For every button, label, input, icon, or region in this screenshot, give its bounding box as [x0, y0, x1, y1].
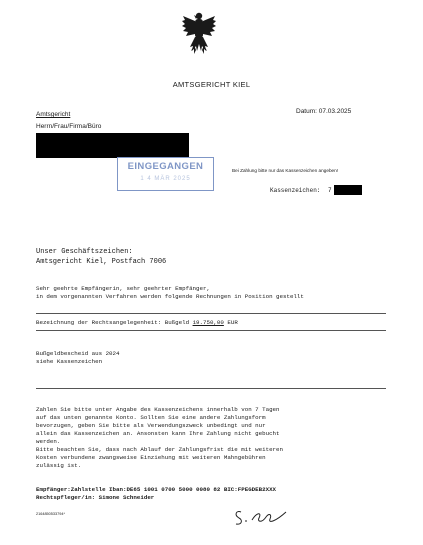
payee-bank-details: Empfänger:Zahlstelle Iban:DE65 1001 0700 5000 0080 82 BIC:FPEGDEB2XXX: [36, 486, 277, 493]
intro-block: [36, 285, 304, 301]
instruction-line: zulässig ist.: [36, 462, 82, 469]
matter-amount: 19.750,00: [192, 319, 224, 326]
reference-label: Unser Geschäftszeichen:: [36, 248, 133, 256]
recipient-address-redaction: [36, 133, 189, 158]
instruction-line: Bitte beachten Sie, dass nach Ablauf der Zahlungsfrist die mit weiteren: [36, 446, 283, 453]
intro-line: in dem vorgenannten Verfahren werden folgende Rechnungen in Position gestellt: [36, 293, 304, 300]
payment-instructions: [36, 406, 283, 470]
matter-line: [36, 319, 238, 326]
stamp-date: 1 4 MÄR 2025: [140, 176, 191, 182]
instruction-line: allein das Kassenzeichen an. Ansonsten kann Ihre Zahlung nicht gebucht: [36, 430, 280, 437]
intro-line: Sehr geehrte Empfängerin, sehr geehrter Empfänger,: [36, 285, 210, 292]
received-stamp: [117, 157, 214, 191]
instruction-line: auf das unten genannte Konto. Sollten Sie eine andere Zahlungsform: [36, 414, 266, 421]
divider: [36, 388, 386, 389]
recipient-salutation: Herrn/Frau/Firma/Büro: [36, 123, 102, 130]
reference-block: [36, 247, 166, 267]
divider: [36, 330, 386, 331]
kassenzeichen-redaction: [334, 185, 362, 195]
instruction-line: Kosten verbundene zwangsweise Einziehung mit weiteren Mahngebühren: [36, 454, 266, 461]
eagle-emblem-icon: [182, 10, 216, 56]
document-date: Datum: 07.03.2025: [296, 108, 352, 115]
document-code: 2164850533794*: [36, 512, 65, 516]
matter-currency: EUR: [227, 319, 238, 326]
items-block: [36, 350, 120, 366]
instruction-line: bevorzugen, geben Sie bitte als Verwendungszweck unbedingt und nur: [36, 422, 266, 429]
instruction-line: werden.: [36, 438, 61, 445]
stamp-text: EINGEGANGEN: [127, 161, 204, 172]
payee-block: [36, 486, 276, 502]
kassenzeichen-label: Kassenzeichen:: [270, 187, 321, 194]
instruction-line: Zahlen Sie bitte unter Angabe des Kassenzeichens innerhalb von 7 Tagen: [36, 406, 280, 413]
payment-note: Bei Zahlung bitte nur das Kassenzeichen angeben!: [232, 168, 339, 173]
matter-type: Bußgeld: [164, 319, 190, 326]
court-title: AMTSGERICHT KIEL: [172, 80, 251, 89]
matter-label: Bezeichnung der Rechtsangelegenheit:: [36, 319, 162, 326]
handwritten-signature: [232, 506, 290, 530]
divider: [36, 313, 386, 314]
clerk-name: Rechtspfleger/in: Simone Schneider: [36, 494, 155, 501]
reference-value: Amtsgericht Kiel, Postfach 7006: [36, 258, 167, 266]
sender-label: Amtsgericht: [36, 111, 71, 118]
item-line: siehe Kassenzeichen: [36, 358, 103, 365]
kassenzeichen-value: 7: [328, 187, 332, 194]
item-line: Bußgeldbescheid aus 2024: [36, 350, 120, 357]
